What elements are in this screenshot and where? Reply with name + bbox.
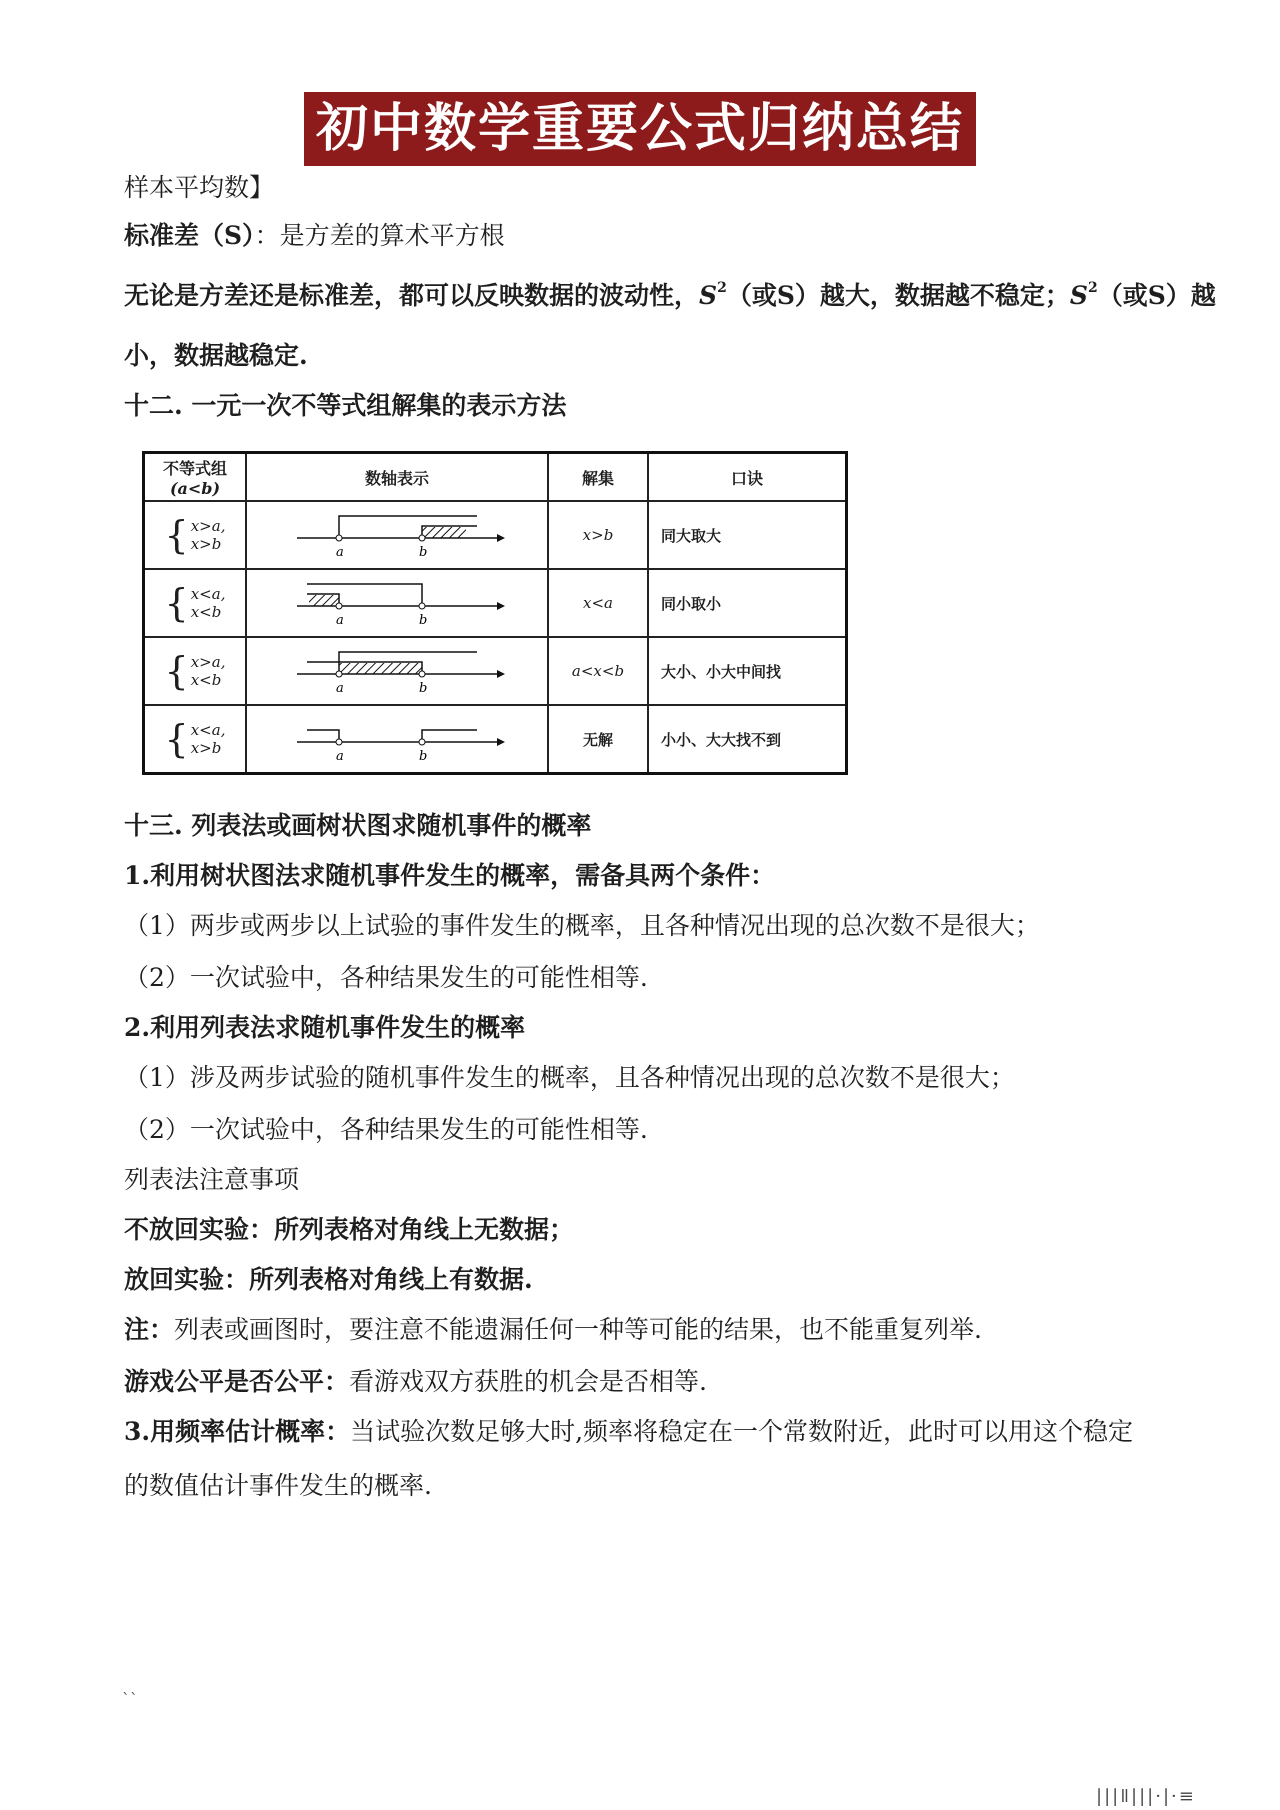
axis-label-a: a xyxy=(336,749,344,764)
brace-icon: { xyxy=(164,717,189,761)
text-line xyxy=(124,1412,1133,1448)
text-line: （1）两步或两步以上试验的事件发生的概率，且各种情况出现的总次数不是很大； xyxy=(124,911,1040,940)
table-row xyxy=(144,637,847,705)
brace-icon: { xyxy=(164,581,189,625)
text-span: 无论是方差还是标准差，都可以反映数据的波动性， xyxy=(124,281,700,310)
std-dev-text: ：是方差的算术平方根 xyxy=(254,221,505,250)
ineq-1: x<a, xyxy=(190,585,226,603)
header-axis: 数轴表示 xyxy=(246,453,548,502)
axis-cell xyxy=(246,705,548,774)
axis-label-b: b xyxy=(419,613,428,628)
superscript: 2 xyxy=(1087,280,1098,296)
text-line: 放回实验：所列表格对角线上有数据. xyxy=(124,1265,533,1294)
solution-cell: x<a xyxy=(548,569,648,637)
text-line: 小，数据越稳定. xyxy=(124,341,308,370)
text-line: 不放回实验：所列表格对角线上无数据； xyxy=(124,1215,575,1244)
header-text: (a<b) xyxy=(169,479,221,498)
section-heading-12: 十二. 一元一次不等式组解集的表示方法 xyxy=(124,391,567,420)
axis-label-a: a xyxy=(336,681,344,696)
number-line-between xyxy=(247,638,547,700)
header-slogan: 口诀 xyxy=(648,453,847,502)
math-s: S xyxy=(1069,281,1088,310)
axis-label-b: b xyxy=(419,545,428,560)
footer-mark: `` xyxy=(122,1690,138,1709)
title-banner xyxy=(0,92,1280,166)
text-line xyxy=(124,1310,982,1346)
section-heading-13: 十三. 列表法或画树状图求随机事件的概率 xyxy=(124,811,592,840)
text-line xyxy=(124,276,1216,312)
slogan-cell: 小小、大大找不到 xyxy=(648,705,847,774)
text-span: （或S）越大，数据越不稳定； xyxy=(726,281,1070,310)
axis-cell xyxy=(246,637,548,705)
ineq-2: x>b xyxy=(190,739,222,757)
text-line: （2）一次试验中，各种结果发生的可能性相等. xyxy=(124,1115,648,1144)
math-s: S xyxy=(699,281,718,310)
fair-game-text: 看游戏双方获胜的机会是否相等. xyxy=(349,1367,707,1396)
axis-label-a: a xyxy=(336,613,344,628)
page-title: 初中数学重要公式归纳总结 xyxy=(304,92,976,166)
slogan-cell: 同小取小 xyxy=(648,569,847,637)
text-line: 样本平均数】 xyxy=(124,173,275,202)
text-line: 的数值估计事件发生的概率. xyxy=(124,1471,432,1500)
inequality-table-wrap xyxy=(142,451,850,767)
solution-cell: a<x<b xyxy=(548,637,648,705)
table-row xyxy=(144,501,847,569)
header-system xyxy=(144,453,247,502)
std-dev-label: 标准差（S） xyxy=(124,221,255,250)
brace-icon: { xyxy=(164,649,189,693)
system-cell xyxy=(144,637,247,705)
corner-mark: |||ǁ|||·|·≡ xyxy=(1096,1786,1196,1807)
number-line-none xyxy=(247,706,547,768)
frequency-label: 3.用频率估计概率： xyxy=(124,1417,351,1446)
axis-cell xyxy=(246,569,548,637)
number-line-both-right xyxy=(247,502,547,564)
slogan-cell: 大小、小大中间找 xyxy=(648,637,847,705)
fair-game-label: 游戏公平是否公平： xyxy=(124,1367,350,1396)
ineq-1: x>a, xyxy=(190,653,226,671)
ineq-1: x>a, xyxy=(190,517,226,535)
number-line-both-left xyxy=(247,570,547,632)
axis-label-b: b xyxy=(419,681,428,696)
text-line xyxy=(124,1362,707,1398)
header-solution: 解集 xyxy=(548,453,648,502)
text-span: （或S）越 xyxy=(1097,281,1216,310)
ineq-2: x>b xyxy=(190,535,222,553)
text-line: 1.利用树状图法求随机事件发生的概率，需备具两个条件： xyxy=(124,861,776,890)
slogan-cell: 同大取大 xyxy=(648,501,847,569)
system-cell xyxy=(144,569,247,637)
ineq-2: x<b xyxy=(190,603,222,621)
frequency-text: 当试验次数足够大时,频率将稳定在一个常数附近，此时可以用这个稳定 xyxy=(350,1417,1134,1446)
text-line: 列表法注意事项 xyxy=(124,1165,300,1194)
axis-cell xyxy=(246,501,548,569)
table-header-row xyxy=(144,453,847,502)
superscript: 2 xyxy=(717,280,727,296)
header-text: 不等式组 xyxy=(162,459,227,478)
text-line: （1）涉及两步试验的随机事件发生的概率，且各种情况出现的总次数不是很大； xyxy=(124,1063,1015,1092)
system-cell xyxy=(144,501,247,569)
table-row xyxy=(144,569,847,637)
ineq-1: x<a, xyxy=(190,721,226,739)
text-line: 2.利用列表法求随机事件发生的概率 xyxy=(124,1013,526,1042)
note-text: 列表或画图时，要注意不能遗漏任何一种等可能的结果，也不能重复列举. xyxy=(174,1315,982,1344)
inequality-table xyxy=(142,451,848,775)
ineq-2: x<b xyxy=(190,671,222,689)
table-row xyxy=(144,705,847,774)
brace-icon: { xyxy=(164,513,189,557)
solution-cell: x>b xyxy=(548,501,648,569)
note-label: 注： xyxy=(124,1315,175,1344)
text-line: （2）一次试验中，各种结果发生的可能性相等. xyxy=(124,963,648,992)
solution-cell: 无解 xyxy=(548,705,648,774)
text-line xyxy=(124,216,505,252)
axis-label-b: b xyxy=(419,749,428,764)
axis-label-a: a xyxy=(336,545,344,560)
system-cell xyxy=(144,705,247,774)
